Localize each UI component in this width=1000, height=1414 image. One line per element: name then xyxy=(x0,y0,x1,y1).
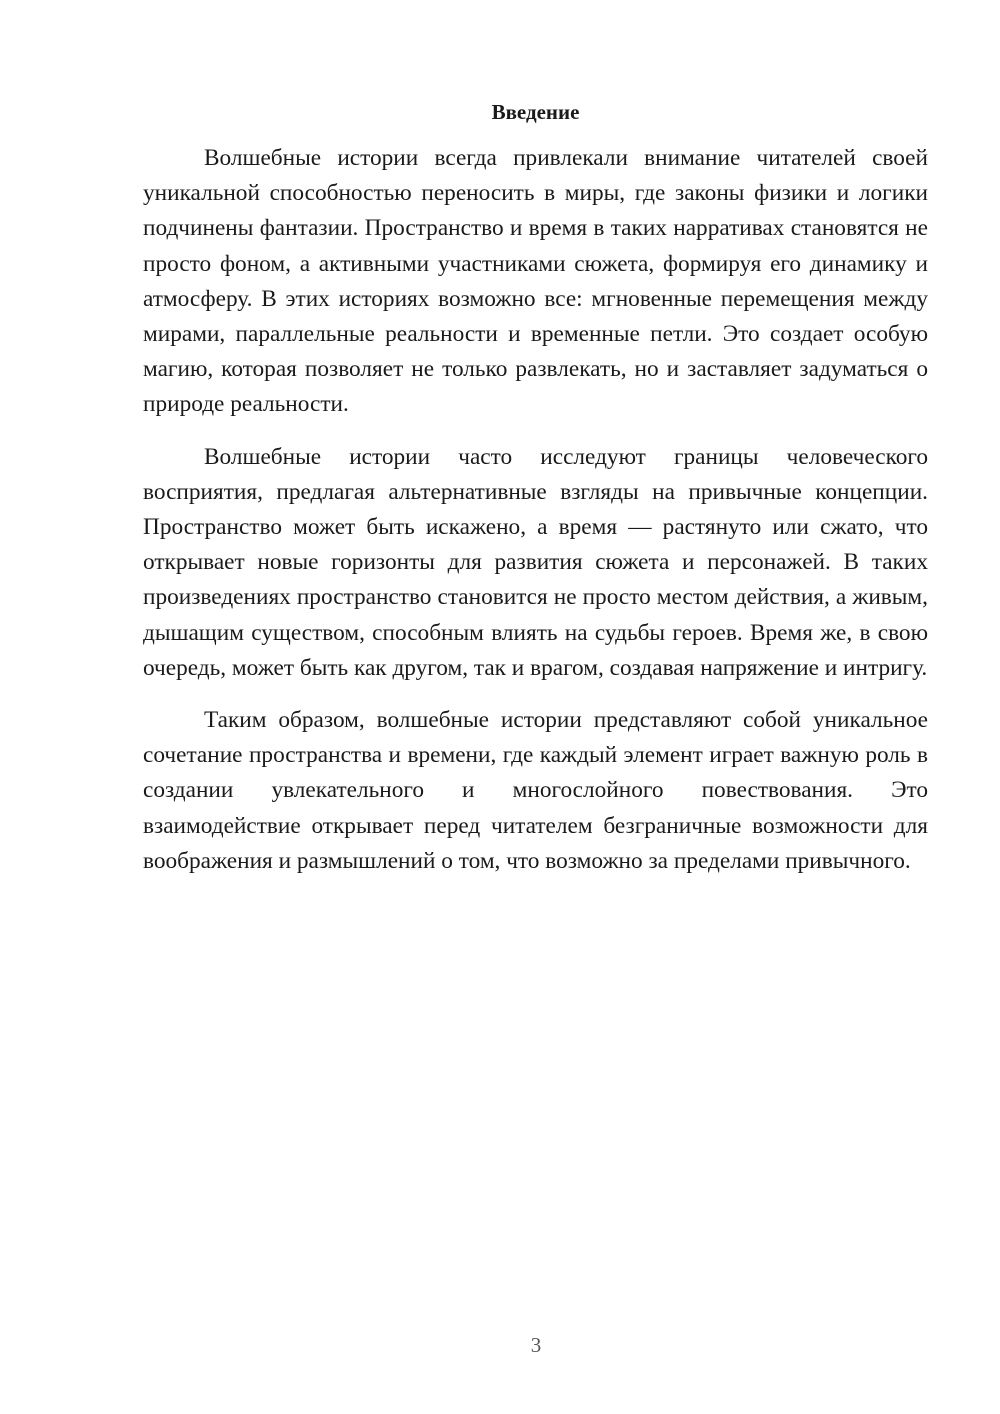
body-text xyxy=(143,141,928,896)
paragraph-2: Волшебные истории часто исследуют границы человеческого восприятия, предлагая альтернативные взгляды на привычные концепции. Пространство может быть искажено, а время — растянуто или сжато, что открывает новые горизонты для развития сюжета и персонажей. В таких произведениях пространство становится не просто местом действия, а живым, дышащим существом, способным влиять на судьбы героев. Время же, в свою очередь, может быть как другом, так и врагом, создавая напряжение и интригу. xyxy=(143,443,928,681)
paragraph-3: Таким образом, волшебные истории представляют собой уникальное сочетание пространства и времени, где каждый элемент играет важную роль в создании увлекательного и многослойного повествования. Это взаимодействие открывает перед читателем безграничные возможности для воображения и размышлений о том, что возможно за пределами привычного. xyxy=(143,707,928,874)
paragraph-1: Волшебные истории всегда привлекали внимание читателей своей уникальной способностью переносить в миры, где законы физики и логики подчинены фантазии. Пространство и время в таких нарративах становятся не просто фоном, а активными участниками сюжета, формируя его динамику и атмосферу. В этих историях возможно все: мгновенные перемещения между мирами, параллельные реальности и временные петли. Это создает особую магию, которая позволяет не только развлекать, но и заставляет задуматься о природе реальности. xyxy=(143,145,928,418)
page-number: 3 xyxy=(530,1333,542,1357)
section-title: Введение xyxy=(491,100,580,124)
